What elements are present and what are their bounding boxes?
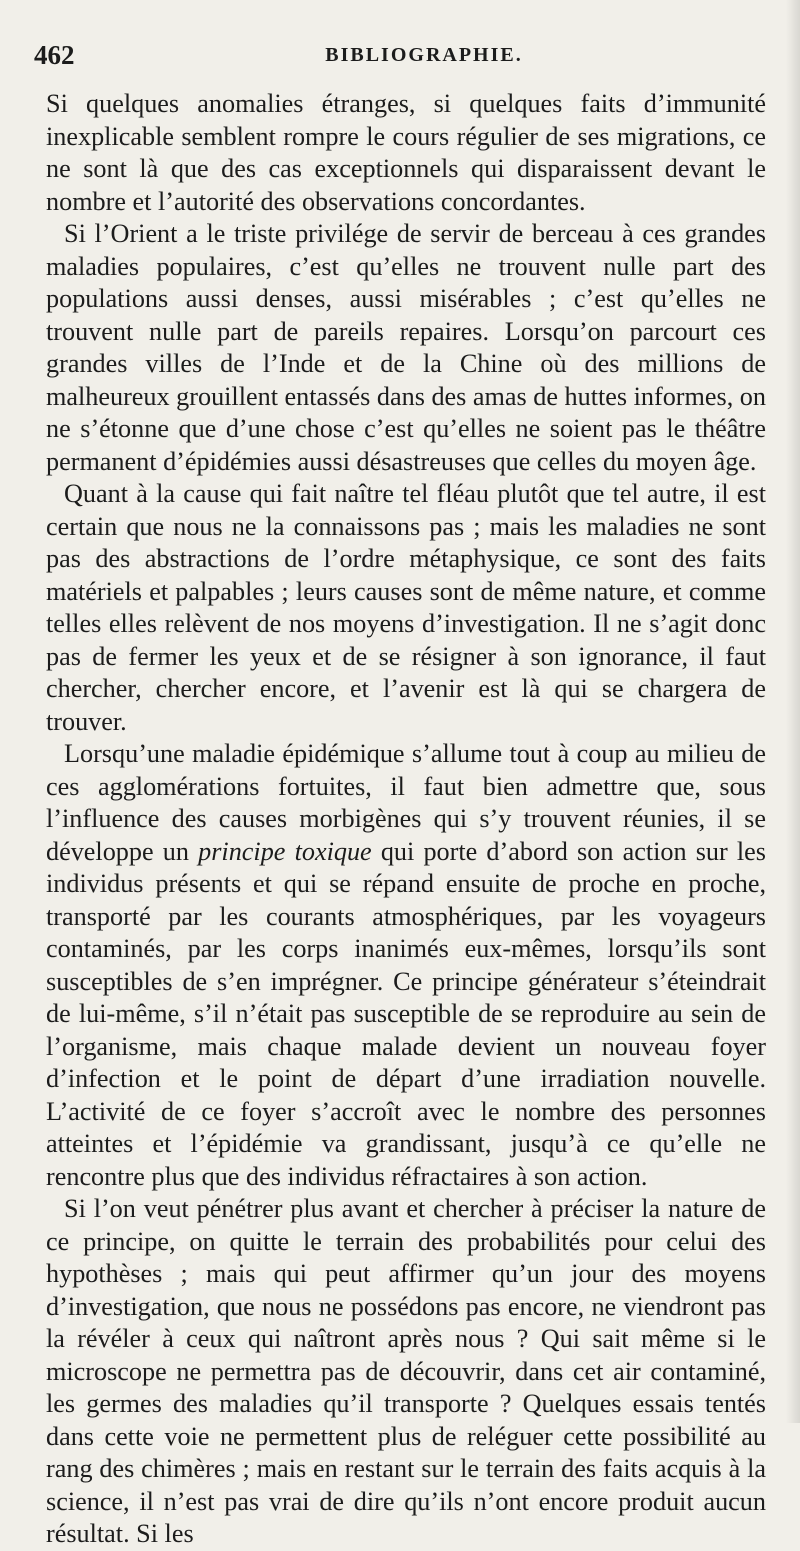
- page-edge-shadow: [786, 0, 800, 1423]
- italic-term: principe toxique: [198, 836, 372, 866]
- page-header: [34, 40, 774, 80]
- paragraph-4-text-start: Lorsqu’une maladie épidémique s’allume tout à coup au milieu de ces agglomérations fortuites, il faut bien admettre que, sous l’influence des causes morbigènes qui s’y trouvent réunies, il se développe un: [46, 739, 766, 866]
- text-body: [46, 88, 766, 1551]
- paragraph-4-text-end: qui porte d’abord son action sur les individus présents et qui se répand ensuite de proche en proche, transporté par les courants atmosphériques, par les voyageurs contaminés, par les corps inanimés eux-mêmes, lorsqu’ils sont susceptibles de s’en imprégner. Ce principe générateur s’éteindrait de lui-même, s’il n’était pas susceptible de se reproduire au sein de l’organisme, mais chaque malade devient un nouveau foyer d’infection et le point de départ d’une irradiation nouvelle. L’activité de ce foyer s’accroît avec le nombre des personnes atteintes et l’épidémie va grandissant, jusqu’à ce qu’elle ne rencontre plus que des individus réfractaires à son action.: [46, 836, 766, 1191]
- paragraph-5: Si l’on veut pénétrer plus avant et chercher à préciser la nature de ce principe, on quitte le terrain des probabilités pour celui des hypothèses ; mais qui peut affirmer qu’un jour des moyens d’investigation, que nous ne possédons pas encore, ne viendront pas la révéler à ceux qui naîtront après nous ? Qui sait même si le microscope ne permettra pas de découvrir, dans cet air contaminé, les germes des maladies qu’il transporte ? Quelques essais tentés dans cette voie ne permettent plus de reléguer cette possibilité au rang des chimères ; mais en restant sur le terrain des faits acquis à la science, il n’est pas vrai de dire qu’ils n’ont encore produit aucun résultat. Si les: [46, 1194, 766, 1548]
- paragraph-4: [46, 738, 766, 1193]
- running-head: BIBLIOGRAPHIE.: [325, 44, 523, 66]
- paragraph-3: Quant à la cause qui fait naître tel fléau plutôt que tel autre, il est certain que nous ne la connaissons pas ; mais les maladies ne sont pas des abstractions de l’ordre métaphysique, ce sont des faits matériels et palpables ; leurs causes sont de même nature, et comme telles elles relèvent de nos moyens d’investigation. Il ne s’agit donc pas de fermer les yeux et de se résigner à son ignorance, il faut chercher, chercher encore, et l’avenir est là qui se chargera de trouver.: [46, 479, 766, 736]
- paragraph-1: Si quelques anomalies étranges, si quelques faits d’immunité inexplicable semblent rompre le cours régulier de ses migrations, ce ne sont là que des cas exceptionnels qui disparaissent devant le nombre et l’autorité des observations concordantes.: [46, 89, 766, 216]
- page-number: 462: [34, 40, 75, 70]
- paragraph-2: Si l’Orient a le triste privilége de servir de berceau à ces grandes maladies populaires, c’est qu’elles ne trouvent nulle part des populations aussi denses, aussi misérables ; c’est qu’elles ne trouvent nulle part de pareils repaires. Lorsqu’on parcourt ces grandes villes de l’Inde et de la Chine où des millions de malheureux grouillent entassés dans des amas de huttes informes, on ne s’étonne que d’une chose c’est qu’elles ne soient pas le théâtre permanent d’épidémies aussi désastreuses que celles du moyen âge.: [46, 219, 766, 476]
